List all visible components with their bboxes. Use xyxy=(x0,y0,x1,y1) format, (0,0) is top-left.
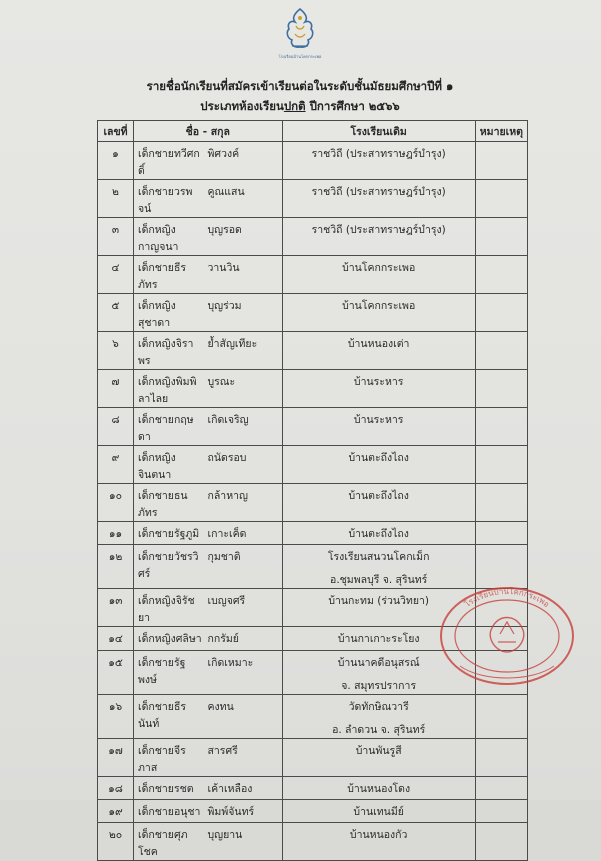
col-remark: หมายเหตุ xyxy=(475,121,527,142)
student-name: เด็กชายวรพจน์ xyxy=(134,180,204,218)
student-surname: เกิดเหมาะ xyxy=(204,650,283,694)
student-name: เด็กชายรัฐพงษ์ xyxy=(134,650,204,694)
remark-cell xyxy=(475,294,527,332)
col-name: ชื่อ - สกุล xyxy=(134,121,283,142)
table-row xyxy=(98,484,528,522)
previous-school: โรงเรียนสนวนโคกเม็ก อ.ชุมพลบุรี จ. สุรินทร์ xyxy=(282,545,475,589)
student-surname: บุญยาน xyxy=(204,823,283,861)
previous-school: บ้านพันรูสี xyxy=(282,738,475,776)
student-name: เด็กชายวัชรวิศร์ xyxy=(134,545,204,589)
row-number: ๑๒ xyxy=(98,545,134,589)
previous-school: วัดทักษิณวารี อ. ลำดวน จ. สุรินทร์ xyxy=(282,694,475,738)
student-surname: กล้าหาญ xyxy=(204,484,283,522)
table-row xyxy=(98,370,528,408)
remark-cell xyxy=(475,799,527,822)
student-surname: เกิดเจริญ xyxy=(204,408,283,446)
table-row xyxy=(98,256,528,294)
row-number: ๑๗ xyxy=(98,738,134,776)
row-number: ๑๐ xyxy=(98,484,134,522)
student-name: เด็กชายธีรภัทร xyxy=(134,256,204,294)
table-row xyxy=(98,180,528,218)
previous-school: ราชวิถี (ประสาทราษฎร์บำรุง) xyxy=(282,218,475,256)
row-number: ๑ xyxy=(98,142,134,180)
table-row xyxy=(98,694,528,738)
student-surname: พิมพ์จันทร์ xyxy=(204,799,283,822)
previous-school: ราชวิถี (ประสาทราษฎร์บำรุง) xyxy=(282,142,475,180)
row-number: ๗ xyxy=(98,370,134,408)
student-name: เด็กชายอนุชา xyxy=(134,799,204,822)
student-name: เด็กชายรัฐภูมิ xyxy=(134,522,204,545)
school-address: จ. สมุทรปราการ xyxy=(341,679,417,692)
table-row xyxy=(98,218,528,256)
row-number: ๑๙ xyxy=(98,799,134,822)
school-logo xyxy=(250,6,350,64)
student-surname: คงทน xyxy=(204,694,283,738)
table-row xyxy=(98,332,528,370)
row-number: ๑๕ xyxy=(98,650,134,694)
row-number: ๑๖ xyxy=(98,694,134,738)
remark-cell xyxy=(475,484,527,522)
student-surname: พิศวงค์ xyxy=(204,142,283,180)
logo-caption: โรงเรียนบ้านโคกกระเพอ xyxy=(278,54,322,59)
row-number: ๘ xyxy=(98,408,134,446)
remark-cell xyxy=(475,522,527,545)
row-number: ๖ xyxy=(98,332,134,370)
previous-school: บ้านหนองโดง xyxy=(282,776,475,799)
previous-school: บ้านกะทม (ร่วนวิทยา) xyxy=(282,589,475,627)
previous-school: บ้านเทนมีย์ xyxy=(282,799,475,822)
student-surname: บุญร่วม xyxy=(204,294,283,332)
remark-cell xyxy=(475,332,527,370)
student-name: เด็กชายทวีศกดิ์ xyxy=(134,142,204,180)
student-surname: กกรัมย์ xyxy=(204,627,283,650)
student-surname: บูรณะ xyxy=(204,370,283,408)
student-surname: สารศรี xyxy=(204,738,283,776)
previous-school: บ้านโคกกระเพอ xyxy=(282,256,475,294)
remark-cell xyxy=(475,256,527,294)
student-surname: กุมชาติ xyxy=(204,545,283,589)
remark-cell xyxy=(475,776,527,799)
student-name: เด็กหญิงจิรัชยา xyxy=(134,589,204,627)
row-number: ๑๓ xyxy=(98,589,134,627)
previous-school: บ้านระหาร xyxy=(282,408,475,446)
row-number: ๙ xyxy=(98,446,134,484)
row-number: ๒ xyxy=(98,180,134,218)
student-surname: คูณแสน xyxy=(204,180,283,218)
student-surname: เบญจศรี xyxy=(204,589,283,627)
remark-cell xyxy=(475,408,527,446)
document-subtitle: ประเภทห้องเรียนปกติ ปีการศึกษา ๒๕๖๖ xyxy=(200,99,400,113)
student-name: เด็กหญิงกาญจนา xyxy=(134,218,204,256)
student-name: เด็กชายธนภัทร xyxy=(134,484,204,522)
student-name: เด็กชายกฤษดา xyxy=(134,408,204,446)
remark-cell xyxy=(475,738,527,776)
class-type: ปกติ xyxy=(283,99,306,113)
table-row xyxy=(98,823,528,861)
student-surname: ย้ำสัญเทียะ xyxy=(204,332,283,370)
row-number: ๒๐ xyxy=(98,823,134,861)
student-name: เด็กชายศุภโชค xyxy=(134,823,204,861)
previous-school: บ้านโคกกระเพอ xyxy=(282,294,475,332)
row-number: ๓ xyxy=(98,218,134,256)
student-surname: เกาะเค็ด xyxy=(204,522,283,545)
table-row xyxy=(98,522,528,545)
remark-cell xyxy=(475,823,527,861)
col-school: โรงเรียนเดิม xyxy=(282,121,475,142)
previous-school: บ้านตะถึงไถง xyxy=(282,446,475,484)
table-header-row xyxy=(98,121,528,142)
previous-school: บ้านหนองเต่า xyxy=(282,332,475,370)
student-name: เด็กหญิงศลิษา xyxy=(134,627,204,650)
table-body xyxy=(98,142,528,861)
student-name: เด็กชายธีรนันท์ xyxy=(134,694,204,738)
remark-cell xyxy=(475,180,527,218)
remark-cell xyxy=(475,370,527,408)
student-name: เด็กหญิงสุชาดา xyxy=(134,294,204,332)
remark-cell xyxy=(475,142,527,180)
table-row xyxy=(98,142,528,180)
row-number: ๑๔ xyxy=(98,627,134,650)
school-address: อ.ชุมพลบุรี จ. สุรินทร์ xyxy=(330,574,428,587)
previous-school: บ้านตะถึงไถง xyxy=(282,522,475,545)
remark-cell xyxy=(475,446,527,484)
row-number: ๔ xyxy=(98,256,134,294)
table-row xyxy=(98,776,528,799)
previous-school: บ้านหนองกัว xyxy=(282,823,475,861)
student-name: เด็กหญิงพิมพิลาไลย xyxy=(134,370,204,408)
student-name: เด็กหญิงจินตนา xyxy=(134,446,204,484)
col-number: เลขที่ xyxy=(98,121,134,142)
row-number: ๕ xyxy=(98,294,134,332)
previous-school: บ้านนาคดีอนุสรณ์ จ. สมุทรปราการ xyxy=(282,650,475,694)
table-row xyxy=(98,738,528,776)
student-name: เด็กชายรชต xyxy=(134,776,204,799)
school-seal-stamp xyxy=(432,578,582,686)
student-name: เด็กหญิงจิราพร xyxy=(134,332,204,370)
previous-school: บ้านกาเกาะระโยง xyxy=(282,627,475,650)
student-surname: วานวิน xyxy=(204,256,283,294)
remark-cell xyxy=(475,694,527,738)
table-row xyxy=(98,446,528,484)
student-surname: บุญรอด xyxy=(204,218,283,256)
previous-school: ราชวิถี (ประสาทราษฎร์บำรุง) xyxy=(282,180,475,218)
student-surname: เค้าเหลือง xyxy=(204,776,283,799)
row-number: ๑๑ xyxy=(98,522,134,545)
student-surname: ถนัดรอบ xyxy=(204,446,283,484)
previous-school: บ้านระหาร xyxy=(282,370,475,408)
document-title: รายชื่อนักเรียนที่สมัครเข้าเรียนต่อในระดับชั้นมัธยมศึกษาปีที่ ๑ xyxy=(146,79,454,93)
previous-school: บ้านตะถึงไถง xyxy=(282,484,475,522)
row-number: ๑๘ xyxy=(98,776,134,799)
student-table xyxy=(97,120,528,861)
svg-text:โรงเรียนบ้านโคกกระเพอ: โรงเรียนบ้านโคกกระเพอ xyxy=(462,586,551,610)
table-row xyxy=(98,294,528,332)
table-row xyxy=(98,799,528,822)
remark-cell xyxy=(475,218,527,256)
student-name: เด็กชายจีรภาส xyxy=(134,738,204,776)
school-emblem-icon xyxy=(278,6,322,52)
school-address: อ. ลำดวน จ. สุรินทร์ xyxy=(332,723,426,736)
table-row xyxy=(98,408,528,446)
